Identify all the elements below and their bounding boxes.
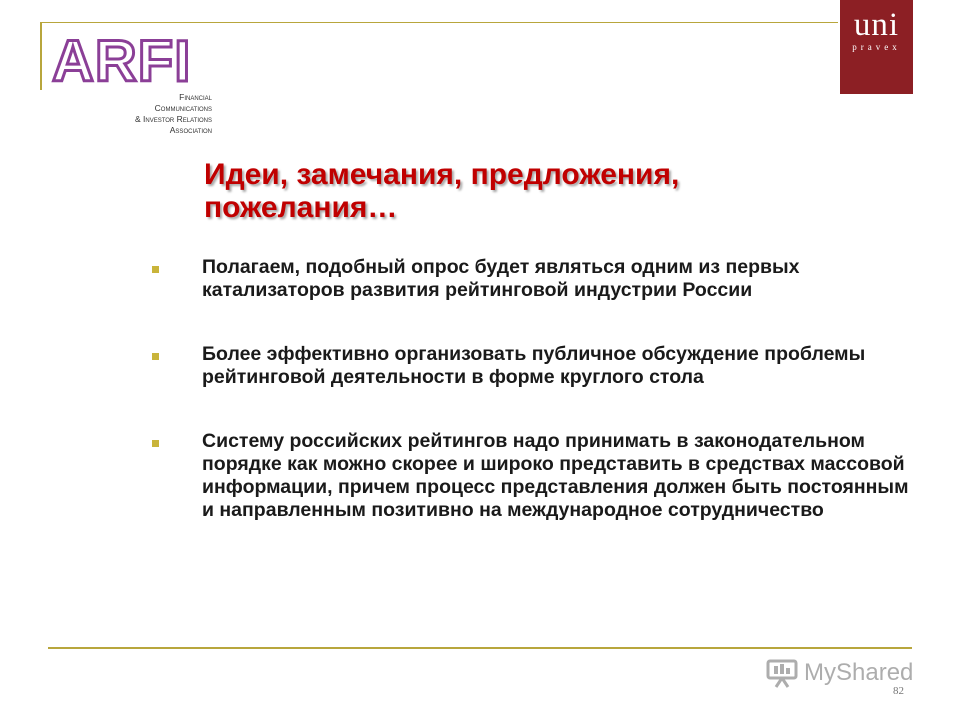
arfi-logo-caption: [80, 92, 212, 136]
bullet-square-icon: [152, 440, 159, 447]
arfi-caption-line: Association: [169, 125, 212, 135]
bullet-item: [150, 256, 910, 302]
uni-logo-word: uni: [853, 7, 900, 43]
bullet-text: Полагаем, подобный опрос будет являться одним из первых катализаторов развития рейтинговой индустрии России: [202, 256, 800, 301]
arfi-logo-word: ARFI: [52, 29, 192, 94]
bullet-item: [150, 430, 910, 522]
bullet-text: Систему российских рейтингов надо принимать в законодательном порядке как можно скорее и широко представить в средствах массовой информации, причем процесс представления должен быть постоянным и направленным позитивно на международное сотрудничество: [202, 430, 909, 521]
arfi-caption-line: & Investor Relations: [134, 114, 212, 124]
slide-title: Идеи, замечания, предложения, пожелания…: [204, 158, 680, 224]
arfi-logo: [52, 29, 227, 144]
bullet-list: [150, 256, 910, 563]
uni-pravex-logo: [840, 0, 913, 94]
arfi-caption-line: Communications: [154, 103, 212, 113]
frame-bottom-line: [48, 647, 912, 649]
projector-screen-icon: [766, 658, 798, 688]
bullet-text: Более эффективно организовать публичное обсуждение проблемы рейтинговой деятельности в форме круглого стола: [202, 343, 866, 388]
bullet-square-icon: [152, 266, 159, 273]
arfi-caption-line: Financial: [179, 92, 212, 102]
uni-logo-sub: pravex: [852, 42, 901, 52]
bullet-item: [150, 343, 910, 389]
frame-left-line: [40, 22, 42, 90]
page-number: 82: [893, 685, 904, 697]
bullet-square-icon: [152, 353, 159, 360]
frame-top-line: [40, 22, 838, 23]
watermark-text: MyShared: [804, 659, 914, 686]
